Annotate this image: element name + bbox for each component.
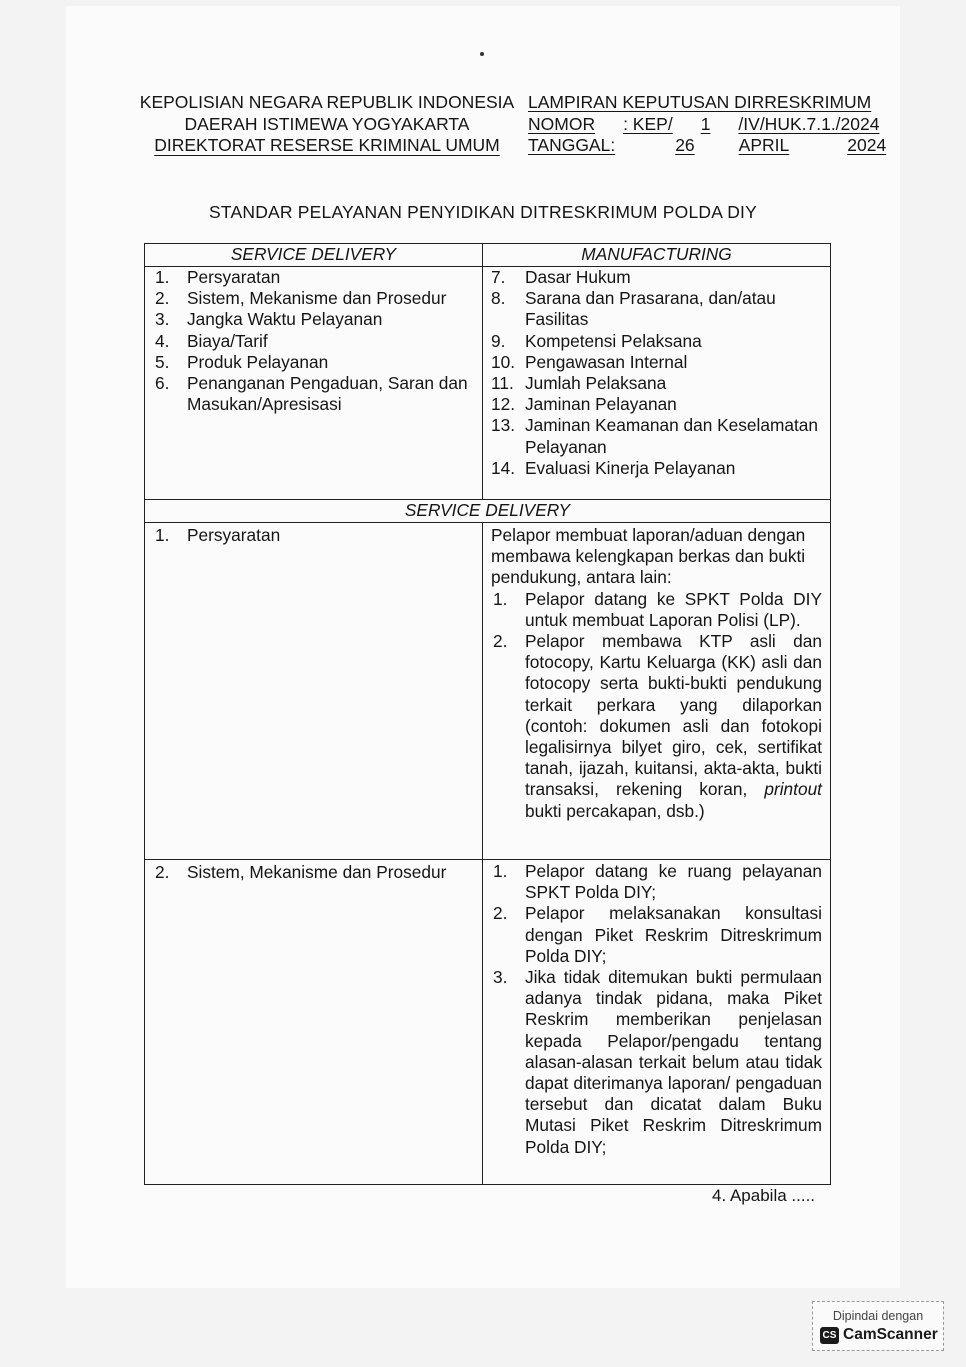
list-item: 6. Penanganan Pengaduan, Saran dan Masukan/Apresisasi bbox=[155, 373, 468, 415]
manufacturing-list bbox=[483, 267, 830, 479]
list-item: 5. Produk Pelayanan bbox=[155, 351, 329, 372]
issuer-line-3: DIREKTORAT RESERSE KRIMINAL UMUM bbox=[154, 135, 500, 155]
list-item: 11. Jumlah Pelaksana bbox=[491, 373, 667, 394]
nomor-sep: : KEP/ bbox=[623, 113, 673, 134]
attachment-title: LAMPIRAN KEPUTUSAN DIRRESKRIMUM bbox=[528, 92, 872, 112]
prosedur-label-cell bbox=[145, 860, 483, 1185]
scan-speck bbox=[480, 52, 484, 56]
persyaratan-row bbox=[145, 523, 831, 860]
camscanner-watermark bbox=[812, 1301, 944, 1351]
tanggal-day: 26 bbox=[675, 135, 695, 155]
list-item: 1. Pelapor datang ke SPKT Polda DIY untuk membuat Laporan Polisi (LP). bbox=[493, 588, 822, 630]
prosedur-steps bbox=[483, 861, 830, 1158]
list-item: 3. Jangka Waktu Pelayanan bbox=[155, 309, 383, 330]
list-item: 2. Pelapor melaksanakan konsultasi dengan Piket Reskrim Ditreskrimum Polda DIY; bbox=[493, 903, 822, 966]
table-header-row bbox=[145, 244, 831, 267]
list-item: 10. Pengawasan Internal bbox=[491, 351, 688, 372]
nomor-number: 1 bbox=[700, 113, 711, 134]
section-service-delivery: SERVICE DELIVERY bbox=[145, 500, 831, 523]
list-item: 2. Sistem, Mekanisme dan Prosedur bbox=[155, 288, 447, 309]
issuer-block bbox=[132, 92, 522, 157]
list-item: 1. Pelapor datang ke ruang pelayanan SPKT Polda DIY; bbox=[493, 861, 822, 903]
list-item: 8. Sarana dan Prasarana, dan/atau Fasilitas bbox=[491, 288, 776, 330]
prosedur-detail-cell bbox=[483, 860, 831, 1185]
list-item: 3. Jika tidak ditemukan bukti permulaan adanya tindak pidana, maka Piket Reskrim memberikan penjelasan kepada Pelapor/pengadu tentang alasan-alasan terkait belum atau tidak dapat diterimanya laporan/ pengaduan tersebut dan dicatat dalam Buku Mutasi Piket Reskrim Ditreskrimum Polda DIY; bbox=[493, 967, 822, 1157]
watermark-caption: Dipindai dengan bbox=[832, 1309, 924, 1323]
header-manufacturing: MANUFACTURING bbox=[483, 244, 831, 267]
prosedur-label: 2. Sistem, Mekanisme dan Prosedur bbox=[155, 862, 447, 882]
list-item: 2. Pelapor membawa KTP asli dan fotocopy, Kartu Keluarga (KK) asli dan fotocopy serta bukti-bukti pendukung terkait perkara yang dilaporkan (contoh: dokumen asli dan fotokopi legalisirnya bilyet giro, cek, sertifikat tanah, ijazah, kuitansi, akta-akta, bukti transaksi, rekening koran, printout bukti percakapan, dsb.) bbox=[493, 631, 822, 821]
standard-table bbox=[144, 243, 831, 1185]
nomor-label: NOMOR bbox=[528, 113, 596, 134]
list-item: 7. Dasar Hukum bbox=[491, 267, 631, 287]
tanggal-month: APRIL bbox=[738, 135, 790, 155]
service-delivery-list bbox=[145, 267, 482, 415]
nomor-rest: /IV/HUK.7.1./2024 bbox=[738, 113, 880, 134]
camscanner-logo-icon: CS bbox=[820, 1327, 839, 1344]
service-delivery-cell bbox=[145, 267, 483, 500]
persyaratan-sublist bbox=[483, 589, 830, 822]
persyaratan-intro: Pelapor membuat laporan/aduan dengan membawa kelengkapan berkas dan bukti pendukung, antara lain: bbox=[491, 525, 806, 588]
list-item: 1. Persyaratan bbox=[155, 267, 281, 287]
issuer-line-2: DAERAH ISTIMEWA YOGYAKARTA bbox=[184, 113, 470, 134]
document-title: STANDAR PELAYANAN PENYIDIKAN DITRESKRIMUM POLDA DIY bbox=[209, 202, 757, 222]
section-header-row bbox=[145, 500, 831, 523]
continuation-note: 4. Apabila ..... bbox=[712, 1186, 816, 1205]
list-item: 4. Biaya/Tarif bbox=[155, 330, 268, 351]
attachment-block bbox=[528, 92, 886, 157]
watermark-brand: CamScanner bbox=[843, 1326, 938, 1343]
prosedur-row bbox=[145, 860, 831, 1185]
header-service-delivery: SERVICE DELIVERY bbox=[145, 244, 483, 267]
list-item: 13. Jaminan Keamanan dan Keselamatan Pelayanan bbox=[491, 415, 819, 457]
list-item: 14. Evaluasi Kinerja Pelayanan bbox=[491, 457, 736, 478]
component-row bbox=[145, 267, 831, 500]
tanggal-label: TANGGAL: bbox=[528, 135, 616, 155]
persyaratan-label: 1. Persyaratan bbox=[155, 525, 281, 545]
list-item: 9. Kompetensi Pelaksana bbox=[491, 330, 702, 351]
list-item: 12. Jaminan Pelayanan bbox=[491, 394, 677, 415]
persyaratan-label-cell bbox=[145, 523, 483, 860]
issuer-line-1: KEPOLISIAN NEGARA REPUBLIK INDONESIA bbox=[139, 92, 515, 112]
tanggal-year: 2024 bbox=[847, 135, 887, 155]
tanggal-line bbox=[528, 135, 886, 157]
nomor-line bbox=[528, 114, 886, 136]
persyaratan-detail-cell bbox=[483, 523, 831, 860]
manufacturing-cell bbox=[483, 267, 831, 500]
